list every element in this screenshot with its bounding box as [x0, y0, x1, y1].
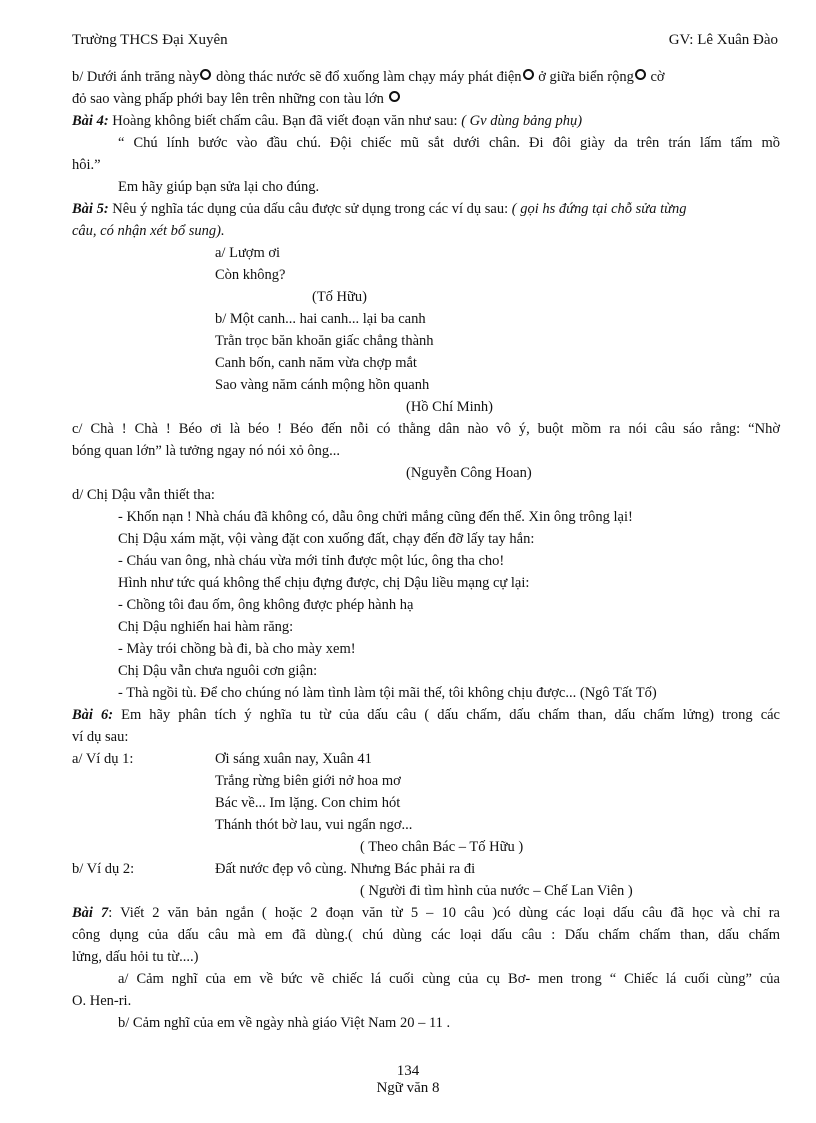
footer-subject: Ngữ văn 8	[376, 1080, 440, 1096]
poem-b-line-3: Canh bốn, canh năm vừa chợp mắt	[215, 355, 417, 371]
bai6-ex1-line-3: Bác về... Im lặng. Con chim hót	[215, 795, 401, 811]
blank-circle-icon	[200, 69, 211, 80]
prose-d-line-8: Chị Dậu vẫn chưa nguôi cơn giận:	[118, 663, 318, 679]
bai7-label: Bài 7	[72, 905, 109, 921]
prose-d-intro: d/ Chị Dậu vẫn thiết tha:	[72, 487, 215, 503]
bai6-ex1-line-2: Trắng rừng biên giới nở hoa mơ	[215, 773, 401, 789]
blank-circle-icon	[389, 91, 400, 102]
bai6-ex1-source: ( Theo chân Bác – Tố Hữu )	[360, 839, 524, 855]
prose-d-line-7: - Mày trói chồng bà đi, bà cho mày xem!	[118, 641, 356, 657]
exercise-b-line-1: b/ Dưới ánh trăng này dòng thác nước sẽ đổ xuống làm chạy máy phát điện ở giữa biển rộng cờ	[72, 69, 665, 85]
document-body	[72, 66, 780, 1034]
poem-b-line-1: b/ Một canh... hai canh... lại ba canh	[215, 311, 426, 327]
prose-d-line-2: Chị Dậu xám mặt, vội vàng đặt con xuống đất, chạy đến đỡ lấy tay hắn:	[118, 531, 535, 547]
prose-d-line-6: Chị Dậu nghiến hai hàm răng:	[118, 619, 294, 635]
exercise-b-line-2: đỏ sao vàng phấp phới bay lên trên những con tàu lớn	[72, 88, 780, 110]
bai6-ex2-line-1: b/ Ví dụ 2: Đất nước đẹp vô cùng. Nhưng Bác phải ra đi	[72, 858, 780, 880]
bai7-heading-line-2: công dụng của dấu câu mà em đã dùng.( chú dùng các loại dấu câu : Dấu chấm chấm than, dấu chấm	[72, 927, 780, 943]
bai7-a-line-1: a/ Cảm nghĩ của em về bức vẽ chiếc lá cuối cùng của cụ Bơ- men trong “ Chiếc lá cuối cùng” của	[118, 971, 780, 987]
header-school: Trường THCS Đại Xuyên	[72, 32, 228, 48]
bai5-note-line-2: câu, có nhận xét bổ sung).	[72, 223, 225, 239]
bai4-quote-line-1: “ Chú lính bước vào đầu chú. Đội chiếc mũ sắt dưới chân. Đi đôi giày da trên trán lấm tấm mồ	[118, 135, 780, 151]
page-number: 134	[396, 1063, 420, 1079]
prose-c-line-2: bóng quan lớn” là tưởng ngay nó nói xỏ ông...	[72, 443, 341, 459]
prose-d-line-1: - Khốn nạn ! Nhà cháu đã không có, dẫu ông chửi mắng cũng đến thế. Xin ông trông lại!	[118, 509, 633, 525]
prose-c-line-1: c/ Chà ! Chà ! Béo ơi là béo ! Béo đến nỗi có thằng dân nào vô ý, buột mồm ra nói câu sáo rằng: “Nhờ	[72, 421, 780, 437]
bai6-ex1-line-4: Thánh thót bờ lau, vui ngẩn ngơ...	[215, 817, 413, 833]
prose-d-line-5: - Chồng tôi đau ốm, ông không được phép hành hạ	[118, 597, 414, 613]
bai5-heading: Bài 5: Nêu ý nghĩa tác dụng của dấu câu được sử dụng trong các ví dụ sau: ( gọi hs đứng tại chỗ sửa từng	[72, 201, 687, 217]
poem-b-source: (Hồ Chí Minh)	[406, 399, 493, 415]
bai4-task: Em hãy giúp bạn sửa lại cho đúng.	[118, 179, 320, 195]
poem-b-line-4: Sao vàng năm cánh mộng hồn quanh	[215, 377, 430, 393]
bai7-a-line-2: O. Hen-ri.	[72, 993, 132, 1009]
blank-circle-icon	[635, 69, 646, 80]
prose-d-line-3: - Cháu van ông, nhà cháu vừa mới tỉnh được một lúc, ông tha cho!	[118, 553, 505, 569]
prose-c-source: (Nguyễn Công Hoan)	[406, 465, 532, 481]
bai4-label: Bài 4:	[72, 113, 109, 129]
prose-d-line-4: Hình như tức quá không thể chịu đựng được, chị Dậu liều mạng cự lại:	[118, 575, 530, 591]
poem-a-source: (Tố Hữu)	[312, 289, 367, 305]
bai6-ex1-line-1: a/ Ví dụ 1: Ơi sáng xuân nay, Xuân 41	[72, 748, 780, 770]
bai7-heading-line-3: lửng, dấu hỏi tu từ....)	[72, 949, 199, 965]
bai5-label: Bài 5:	[72, 201, 109, 217]
bai4-quote-line-2: hôi.”	[72, 157, 101, 173]
header-teacher: GV: Lê Xuân Đào	[668, 32, 778, 48]
bai7-b-line-1: b/ Cảm nghĩ của em về ngày nhà giáo Việt Nam 20 – 11 .	[118, 1015, 451, 1031]
bai4-note: ( Gv dùng bảng phụ)	[461, 113, 583, 129]
prose-d-line-9: - Thà ngồi tù. Để cho chúng nó làm tình làm tội mãi thế, tôi không chịu được... (Ngô Tất Tố)	[118, 685, 657, 701]
bai4-heading: Bài 4: Hoàng không biết chấm câu. Bạn đã viết đoạn văn như sau: ( Gv dùng bảng phụ)	[72, 113, 583, 129]
bai6-heading-line-2: ví dụ sau:	[72, 729, 129, 745]
bai6-ex2-label: b/ Ví dụ 2:	[72, 861, 135, 877]
poem-a-line-1: a/ Lượm ơi	[215, 245, 281, 261]
blank-circle-icon	[523, 69, 534, 80]
bai6-ex2-source: ( Người đi tìm hình của nước – Chế Lan Viên )	[360, 883, 633, 899]
poem-a-line-2: Còn không?	[215, 267, 286, 283]
bai6-heading: Bài 6: Em hãy phân tích ý nghĩa tu từ của dấu câu ( dấu chấm, dấu chấm than, dấu chấm lửng) trong các	[72, 707, 780, 723]
bai7-heading: Bài 7: Viết 2 văn bản ngắn ( hoặc 2 đoạn văn từ 5 – 10 câu )có dùng các loại dấu câu đã học và chỉ ra	[72, 905, 780, 921]
bai6-label: Bài 6:	[72, 707, 114, 723]
bai6-ex1-label: a/ Ví dụ 1:	[72, 751, 134, 767]
poem-b-line-2: Trằn trọc băn khoăn giấc chẳng thành	[215, 333, 434, 349]
